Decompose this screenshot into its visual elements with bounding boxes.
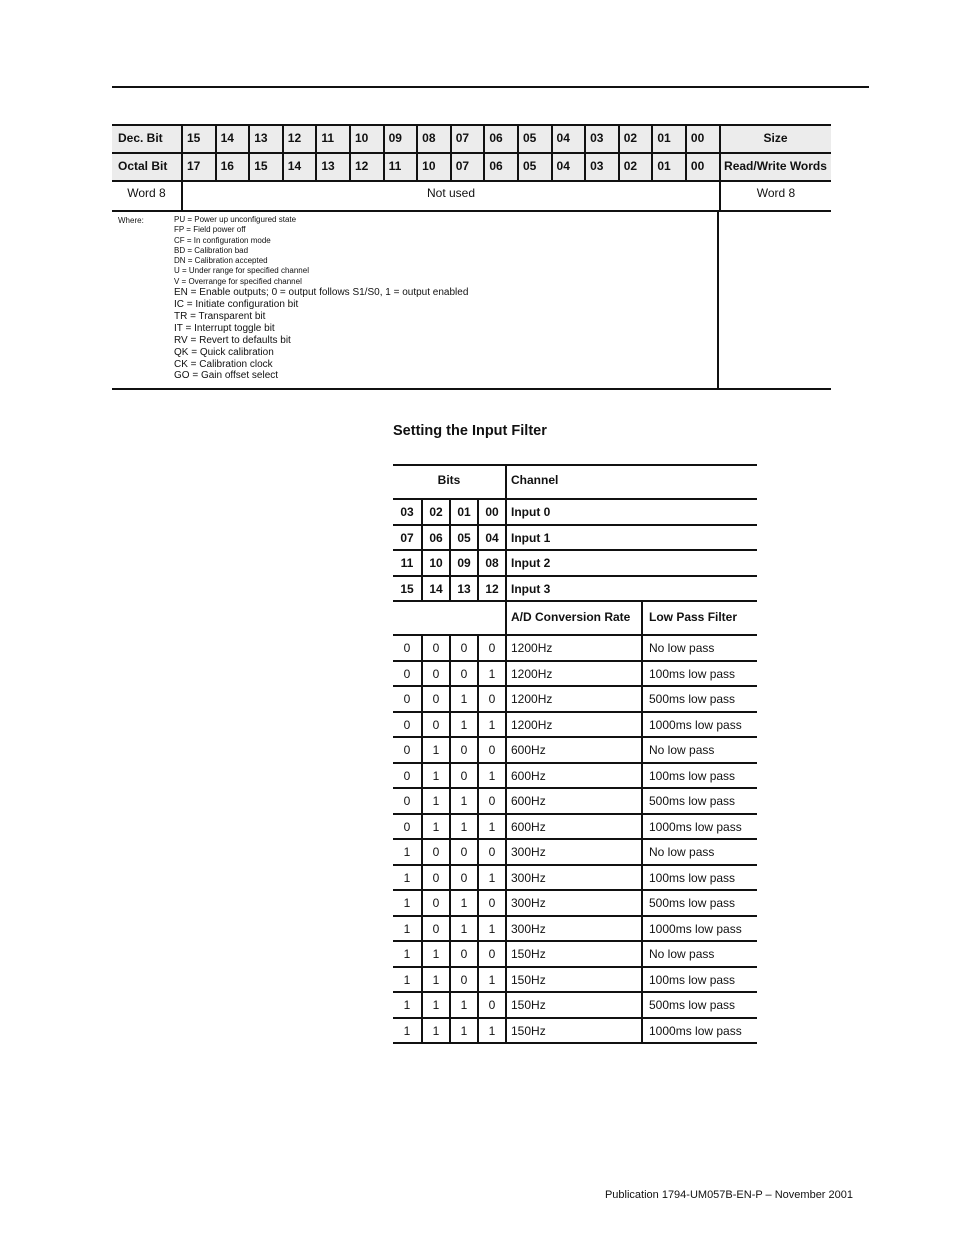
lpf-cell: 500ms low pass: [641, 687, 757, 711]
setting-bit-cell: 0: [449, 840, 477, 864]
octal-bit-cell: 15: [248, 152, 282, 180]
lpf-cell: No low pass: [641, 636, 757, 660]
octal-bit-cells: [181, 152, 719, 180]
read-write-words-header: Read/Write Words: [719, 152, 831, 180]
legend-item: EN = Enable outputs; 0 = output follows S1/S0, 1 = output enabled: [174, 287, 469, 299]
blank-header-cell: [393, 602, 505, 634]
word-size: Word 8: [719, 182, 831, 210]
setting-rows: [393, 636, 757, 1044]
word8-bitmap-table: [112, 124, 831, 390]
setting-bit-cell: 0: [449, 968, 477, 992]
channel-name: Input 3: [505, 577, 757, 601]
setting-bit-cell: 1: [477, 815, 505, 839]
legend-block: [112, 210, 831, 390]
rate-cell: 600Hz: [505, 738, 641, 762]
setting-bit-cell: 1: [421, 789, 449, 813]
lpf-cell: 100ms low pass: [641, 968, 757, 992]
setting-bit-cell: 0: [403, 641, 411, 655]
channel-name: Input 2: [505, 551, 757, 575]
octal-bit-cell: 00: [685, 152, 719, 180]
table-row: [393, 789, 757, 815]
channel-bit-cell: 10: [421, 551, 449, 575]
legend-item: BD = Calibration bad: [174, 245, 249, 255]
rate-cell: 1200Hz: [505, 662, 641, 686]
octal-bit-cell: 02: [618, 152, 652, 180]
table-row: [393, 636, 757, 662]
setting-bit-cell: 1: [449, 789, 477, 813]
dec-bit-cell: 03: [584, 124, 618, 152]
lpf-cell: No low pass: [641, 840, 757, 864]
octal-bit-cell: 01: [651, 152, 685, 180]
channel-bit-cell: 02: [421, 500, 449, 524]
setting-bit-cell: 0: [403, 768, 411, 783]
channel-name: Input 0: [505, 500, 757, 524]
setting-bit-cell: 1: [449, 815, 477, 839]
setting-bit-cell: 0: [449, 942, 477, 966]
setting-bit-cell: 0: [477, 840, 505, 864]
table-row: [393, 764, 757, 790]
legend-item: U = Under range for specified channel: [174, 266, 309, 276]
rate-header: A/D Conversion Rate: [505, 602, 641, 634]
channel-bit-cell: 07: [400, 530, 414, 545]
octal-bit-cell: 07: [450, 152, 484, 180]
setting-bit-cell: 0: [421, 840, 449, 864]
octal-bit-cell: 13: [315, 152, 349, 180]
setting-bit-cell: 0: [449, 738, 477, 762]
word8-row: [112, 180, 831, 210]
rate-cell: 300Hz: [505, 866, 641, 890]
rate-cell: 600Hz: [505, 764, 641, 788]
rate-header-row: [393, 602, 757, 636]
channel-bit-cell: 08: [477, 551, 505, 575]
dec-bit-cells: [181, 124, 719, 152]
section-title: Setting the Input Filter: [393, 423, 547, 439]
legend-divider: [717, 212, 719, 388]
dec-bit-cell: 12: [282, 124, 316, 152]
channel-row: [393, 526, 757, 552]
setting-bit-cell: 1: [477, 968, 505, 992]
table-row: [393, 866, 757, 892]
channel-bit-cell: 11: [400, 556, 414, 570]
rate-cell: 1200Hz: [505, 713, 641, 737]
octal-bit-cell: 05: [517, 152, 551, 180]
octal-bit-cell: 06: [483, 152, 517, 180]
channel-row: [393, 551, 757, 577]
channel-bit-cell: 15: [400, 581, 414, 596]
table-row: [393, 993, 757, 1019]
table-row: [393, 738, 757, 764]
dec-bit-cell: 10: [349, 124, 383, 152]
channel-bit-cell: 13: [449, 577, 477, 601]
channel-bit-cell: 03: [400, 505, 414, 519]
setting-bit-cell: 0: [403, 794, 411, 808]
setting-bit-cell: 1: [421, 968, 449, 992]
legend-item: GO = Gain offset select: [174, 370, 279, 382]
octal-bit-cell: 11: [383, 152, 417, 180]
lpf-cell: 1000ms low pass: [641, 917, 757, 941]
setting-bit-cell: 0: [403, 743, 411, 757]
channel-name: Input 1: [505, 526, 757, 550]
channel-bit-cell: 06: [421, 526, 449, 550]
setting-bit-cell: 0: [449, 764, 477, 788]
setting-bit-cell: 1: [403, 1023, 411, 1038]
setting-bit-cell: 1: [477, 866, 505, 890]
setting-bit-cell: 0: [403, 819, 411, 834]
setting-bit-cell: 1: [421, 993, 449, 1017]
rate-cell: 150Hz: [505, 942, 641, 966]
rate-cell: 1200Hz: [505, 687, 641, 711]
setting-bit-cell: 1: [477, 917, 505, 941]
setting-bit-cell: 0: [477, 687, 505, 711]
setting-bit-cell: 0: [421, 917, 449, 941]
channel-bit-cell: 09: [449, 551, 477, 575]
legend-list: [174, 215, 468, 382]
top-rule: [112, 86, 869, 88]
table-row: [393, 662, 757, 688]
setting-bit-cell: 0: [421, 662, 449, 686]
dec-bit-cell: 06: [483, 124, 517, 152]
dec-bit-cell: 04: [551, 124, 585, 152]
setting-bit-cell: 1: [403, 972, 411, 987]
setting-bit-cell: 0: [403, 666, 411, 681]
octal-bit-cell: 14: [282, 152, 316, 180]
legend-item: TR = Transparent bit: [174, 310, 266, 322]
setting-bit-cell: 0: [449, 662, 477, 686]
setting-bit-cell: 1: [403, 947, 411, 961]
channel-bit-cell: 14: [421, 577, 449, 601]
rate-cell: 300Hz: [505, 917, 641, 941]
setting-bit-cell: 0: [421, 687, 449, 711]
filter-header-row: [393, 466, 757, 500]
setting-bit-cell: 1: [477, 1019, 505, 1043]
rate-cell: 1200Hz: [505, 636, 641, 660]
setting-bit-cell: 1: [403, 921, 411, 936]
setting-bit-cell: 1: [421, 738, 449, 762]
channel-row: [393, 500, 757, 526]
channel-bit-cell: 00: [477, 500, 505, 524]
setting-bit-cell: 1: [403, 998, 411, 1012]
setting-bit-cell: 1: [477, 662, 505, 686]
legend-item: V = Overrange for specified channel: [174, 276, 302, 286]
legend-item: CF = In configuration mode: [174, 235, 271, 245]
setting-bit-cell: 1: [421, 815, 449, 839]
setting-bit-cell: 0: [421, 891, 449, 915]
setting-bit-cell: 1: [449, 917, 477, 941]
lpf-cell: 1000ms low pass: [641, 815, 757, 839]
not-used-cell: Not used: [181, 182, 719, 210]
bits-header: Bits: [437, 473, 461, 487]
setting-bit-cell: 0: [421, 713, 449, 737]
setting-bit-cell: 1: [403, 845, 411, 859]
legend-item: DN = Calibration accepted: [174, 256, 268, 266]
channel-bit-cell: 01: [449, 500, 477, 524]
setting-bit-cell: 0: [477, 942, 505, 966]
rate-cell: 300Hz: [505, 891, 641, 915]
setting-bit-cell: 1: [449, 687, 477, 711]
table-row: [393, 815, 757, 841]
dec-bit-row: [112, 124, 831, 152]
octal-bit-row: [112, 152, 831, 180]
setting-bit-cell: 0: [477, 891, 505, 915]
setting-bit-cell: 0: [449, 866, 477, 890]
setting-bit-cell: 1: [477, 764, 505, 788]
rate-cell: 150Hz: [505, 1019, 641, 1043]
setting-bit-cell: 1: [421, 1019, 449, 1043]
octal-bit-label: Octal Bit: [112, 152, 181, 180]
channel-rows: [393, 500, 757, 602]
setting-bit-cell: 1: [403, 896, 411, 910]
setting-bit-cell: 0: [403, 717, 411, 732]
table-row: [393, 968, 757, 994]
lpf-header: Low Pass Filter: [641, 602, 757, 634]
setting-bit-cell: 0: [477, 738, 505, 762]
legend-item: IC = Initiate configuration bit: [174, 298, 299, 310]
rate-cell: 300Hz: [505, 840, 641, 864]
table-row: [393, 840, 757, 866]
setting-bit-cell: 0: [421, 866, 449, 890]
channel-bit-cell: 05: [449, 526, 477, 550]
rate-cell: 150Hz: [505, 993, 641, 1017]
dec-bit-cell: 14: [215, 124, 249, 152]
size-header: Size: [719, 124, 831, 152]
setting-bit-cell: 0: [477, 993, 505, 1017]
dec-bit-cell: 09: [383, 124, 417, 152]
dec-bit-label: Dec. Bit: [112, 124, 181, 152]
legend-item: PU = Power up unconfigured state: [174, 215, 297, 224]
setting-bit-cell: 1: [421, 942, 449, 966]
legend-item: IT = Interrupt toggle bit: [174, 322, 275, 334]
setting-bit-cell: 1: [477, 713, 505, 737]
octal-bit-cell: 10: [416, 152, 450, 180]
dec-bit-cell: 01: [651, 124, 685, 152]
octal-bit-cell: 17: [181, 152, 215, 180]
lpf-cell: 1000ms low pass: [641, 1019, 757, 1043]
rate-cell: 150Hz: [505, 968, 641, 992]
lpf-cell: 500ms low pass: [641, 993, 757, 1017]
octal-bit-cell: 16: [215, 152, 249, 180]
octal-bit-cell: 04: [551, 152, 585, 180]
rate-cell: 600Hz: [505, 815, 641, 839]
setting-bit-cell: 1: [421, 764, 449, 788]
table-row: [393, 942, 757, 968]
setting-bit-cell: 0: [449, 636, 477, 660]
dec-bit-cell: 00: [685, 124, 719, 152]
table-row: [393, 687, 757, 713]
dec-bit-cell: 02: [618, 124, 652, 152]
setting-bit-cell: 1: [403, 870, 411, 885]
channel-bit-cell: 12: [477, 577, 505, 601]
octal-bit-cell: 03: [584, 152, 618, 180]
lpf-cell: 100ms low pass: [641, 764, 757, 788]
lpf-cell: 1000ms low pass: [641, 713, 757, 737]
lpf-cell: 100ms low pass: [641, 866, 757, 890]
dec-bit-cell: 05: [517, 124, 551, 152]
legend-item: CK = Calibration clock: [174, 358, 273, 370]
channel-header: Channel: [505, 466, 757, 498]
dec-bit-cell: 11: [315, 124, 349, 152]
table-row: [393, 1019, 757, 1045]
publication-footer: Publication 1794-UM057B-EN-P – November 2001: [604, 1189, 853, 1201]
table-row: [393, 891, 757, 917]
rate-cell: 600Hz: [505, 789, 641, 813]
channel-bit-cell: 04: [477, 526, 505, 550]
setting-bit-cell: 1: [449, 891, 477, 915]
lpf-cell: 500ms low pass: [641, 789, 757, 813]
table-row: [393, 713, 757, 739]
legend-item: RV = Revert to defaults bit: [174, 334, 291, 346]
dec-bit-cell: 07: [450, 124, 484, 152]
table-row: [393, 917, 757, 943]
setting-bit-cell: 1: [449, 713, 477, 737]
lpf-cell: 100ms low pass: [641, 662, 757, 686]
lpf-cell: 500ms low pass: [641, 891, 757, 915]
input-filter-table: [393, 464, 757, 1044]
channel-row: [393, 577, 757, 603]
setting-bit-cell: 0: [403, 692, 411, 706]
dec-bit-cell: 15: [181, 124, 215, 152]
legend-item: QK = Quick calibration: [174, 346, 274, 358]
dec-bit-cell: 13: [248, 124, 282, 152]
setting-bit-cell: 0: [477, 789, 505, 813]
lpf-cell: No low pass: [641, 942, 757, 966]
word-label: Word 8: [127, 186, 166, 200]
setting-bit-cell: 0: [421, 636, 449, 660]
dec-bit-cell: 08: [416, 124, 450, 152]
lpf-cell: No low pass: [641, 738, 757, 762]
setting-bit-cell: 1: [449, 993, 477, 1017]
setting-bit-cell: 0: [477, 636, 505, 660]
legend-where: Where:: [118, 216, 144, 225]
legend-item: FP = Field power off: [174, 225, 246, 235]
setting-bit-cell: 1: [449, 1019, 477, 1043]
octal-bit-cell: 12: [349, 152, 383, 180]
